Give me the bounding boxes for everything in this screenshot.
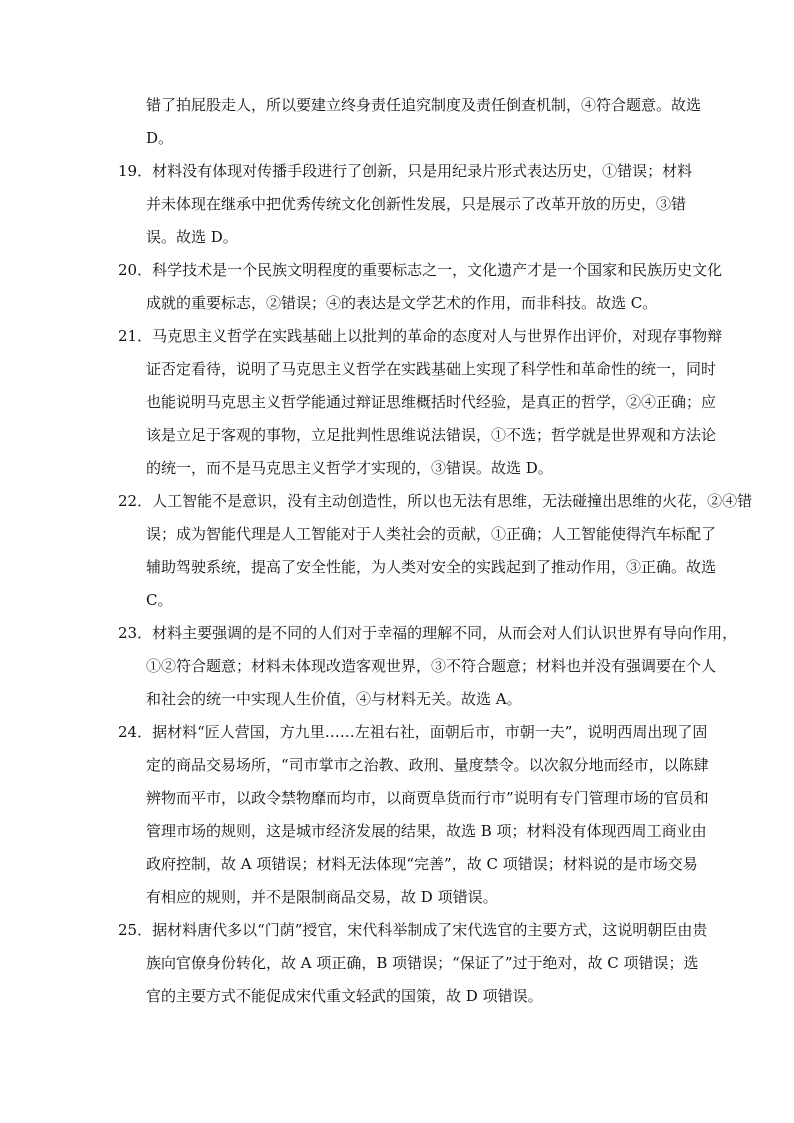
text-line: 23．材料主要强调的是不同的人们对于幸福的理解不同，从而会对人们认识世界有导向作用， <box>118 624 738 642</box>
text-line: 24．据材料“匠人营国，方九里……左祖右社，面朝后市，市朝一夫”，说明西周出现了固 <box>118 723 708 741</box>
text-line: 误。故选 D。 <box>146 228 238 246</box>
text-line: D。 <box>146 129 174 147</box>
answer-item-21 <box>118 320 723 485</box>
text-line: 也能说明马克思主义哲学能通过辩证思维概括时代经验，是真正的哲学，②④正确；应 <box>146 393 717 411</box>
text-line: 并未体现在继承中把优秀传统文化创新性发展，只是展示了改革开放的历史，③错 <box>146 195 687 213</box>
text-line: 证否定看待，说明了马克思主义哲学在实践基础上实现了科学性和革命性的统一，同时 <box>146 360 717 378</box>
text-line: C。 <box>146 591 173 609</box>
text-line: 25．据材料唐代多以“门荫”授官，宋代科举制成了宋代选官的主要方式，这说明朝臣由贵 <box>118 921 708 939</box>
text-line: 20．科学技术是一个民族文明程度的重要标志之一，文化遗产才是一个国家和民族历史文化 <box>118 261 723 279</box>
text-line: 19．材料没有体现对传播手段进行了创新，只是用纪录片形式表达历史，①错误；材料 <box>118 162 693 180</box>
text-line: 和社会的统一中实现人生价值，④与材料无关。故选 A。 <box>146 690 522 708</box>
answer-item-23 <box>118 617 738 716</box>
text-line: 的统一，而不是马克思主义哲学才实现的，③错误。故选 D。 <box>146 459 553 477</box>
text-line: 官的主要方式不能促成宋代重文轻武的国策，故 D 项错误。 <box>146 987 543 1005</box>
text-line: 有相应的规则，并不是限制商品交易，故 D 项错误。 <box>146 888 498 906</box>
text-line: 定的商品交易场所，“司市掌市之治教、政刑、量度禁令。以次叙分地而经市，以陈肆 <box>146 756 709 774</box>
text-line: 错了拍屁股走人，所以要建立终身责任追究制度及责任倒查机制，④符合题意。故选 <box>146 96 702 114</box>
answer-item-20 <box>118 254 723 320</box>
text-line: 成就的重要标志，②错误；④的表达是文学艺术的作用，而非科技。故选 C。 <box>146 294 658 312</box>
text-line: 管理市场的规则，这是城市经济发展的结果，故选 B 项；材料没有体现西周工商业由 <box>146 822 707 840</box>
text-line: 22．人工智能不是意识，没有主动创造性，所以也无法有思维，无法碰撞出思维的火花，②④错 <box>118 492 753 510</box>
text-line: 政府控制，故 A 项错误；材料无法体现“完善”，故 C 项错误；材料说的是市场交易 <box>146 855 698 873</box>
text-line: 误；成为智能代理是人工智能对于人类社会的贡献，①正确；人工智能使得汽车标配了 <box>146 525 717 543</box>
text-line: 族向官僚身份转化，故 A 项正确，B 项错误；“保证了”过于绝对，故 C 项错误；选 <box>146 954 699 972</box>
text-line: 辅助驾驶系统，提高了安全性能，为人类对安全的实践起到了推动作用，③正确。故选 <box>146 558 717 576</box>
answer-item-25 <box>118 914 708 1013</box>
text-line: 21．马克思主义哲学在实践基础上以批判的革命的态度对人与世界作出评价，对现存事物辩 <box>118 327 723 345</box>
text-line: 该是立足于客观的事物，立足批判性思维说法错误，①不选；哲学就是世界观和方法论 <box>146 426 717 444</box>
text-line: 辨物而平市，以政令禁物靡而均市，以商贾阜货而行市”说明有专门管理市场的官员和 <box>146 789 709 807</box>
text-line: ①②符合题意；材料未体现改造客观世界，③不符合题意；材料也并没有强调要在个人 <box>146 657 717 675</box>
answer-item-22 <box>118 485 753 617</box>
answer-item-19 <box>118 155 693 254</box>
answer-item-24 <box>118 716 709 914</box>
answer-item-cont <box>118 89 702 155</box>
